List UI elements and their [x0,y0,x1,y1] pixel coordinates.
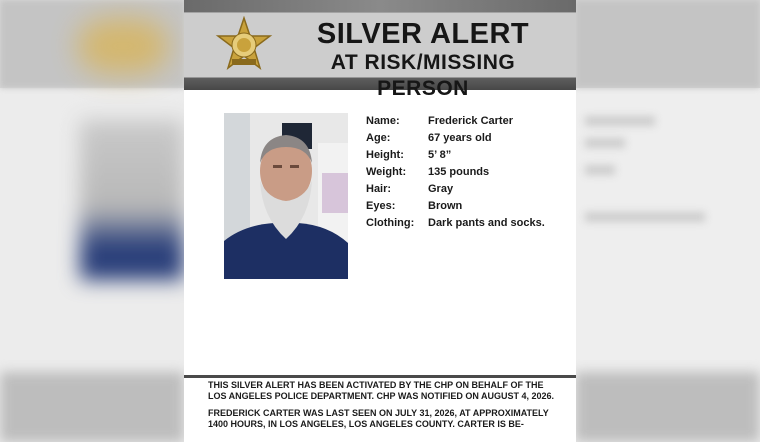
blurred-text-line [585,116,655,126]
chp-star-badge-icon [214,16,274,76]
header-top-band [184,0,576,12]
alert-subtitle: AT RISK/MISSING PERSON [330,51,516,100]
blurred-badge [78,18,168,74]
detail-value: Gray [428,182,454,195]
alert-title: SILVER ALERT [316,18,530,50]
section-divider [184,375,576,378]
person-portrait-illustration [224,113,348,279]
missing-person-photo [224,113,348,279]
detail-row-height [366,146,566,163]
silver-alert-poster [184,0,576,442]
notice-paragraph-last-seen: FREDERICK CARTER WAS LAST SEEN ON JULY 31, 2026, AT APPROXIMATELY 1400 HOURS, IN LOS ANGELES, LOS ANGELES COUNTY. CARTER IS BE- [208,408,549,429]
detail-label: Height: [366,148,404,161]
detail-value: Brown [428,199,463,212]
detail-value: 135 pounds [428,165,490,178]
blurred-text-line [585,165,615,175]
detail-row-clothing [366,214,566,231]
detail-value: Frederick Carter [428,114,513,127]
notice-paragraph-activation: THIS SILVER ALERT HAS BEEN ACTIVATED BY THE CHP ON BEHALF OF THE LOS ANGELES POLICE DEPARTMENT. CHP WAS NOTIFIED ON AUGUST 4, 2026. [208,380,555,401]
detail-row-eyes [366,197,566,214]
alert-header [184,0,576,100]
blurred-footer [0,372,184,442]
detail-label: Hair: [366,182,392,195]
detail-row-hair [366,180,566,197]
blurred-backdrop-right [575,0,760,442]
alert-notice-text [208,380,558,436]
detail-label: Age: [366,131,391,144]
detail-label: Name: [366,114,400,127]
person-details [366,112,566,231]
detail-label: Weight: [366,165,407,178]
detail-value: 5’ 8” [428,148,452,161]
blurred-text-line [585,212,705,222]
blurred-backdrop-left [0,0,184,442]
blurred-text-line [585,138,625,148]
blurred-header-strip [575,0,760,88]
detail-value: 67 years old [428,131,492,144]
detail-label: Eyes: [366,199,396,212]
detail-value: Dark pants and socks. [428,216,545,229]
detail-row-age [366,129,566,146]
detail-row-weight [366,163,566,180]
detail-row-name [366,112,566,129]
detail-label: Clothing: [366,216,415,229]
blurred-photo [80,120,184,280]
blurred-footer [575,372,760,442]
